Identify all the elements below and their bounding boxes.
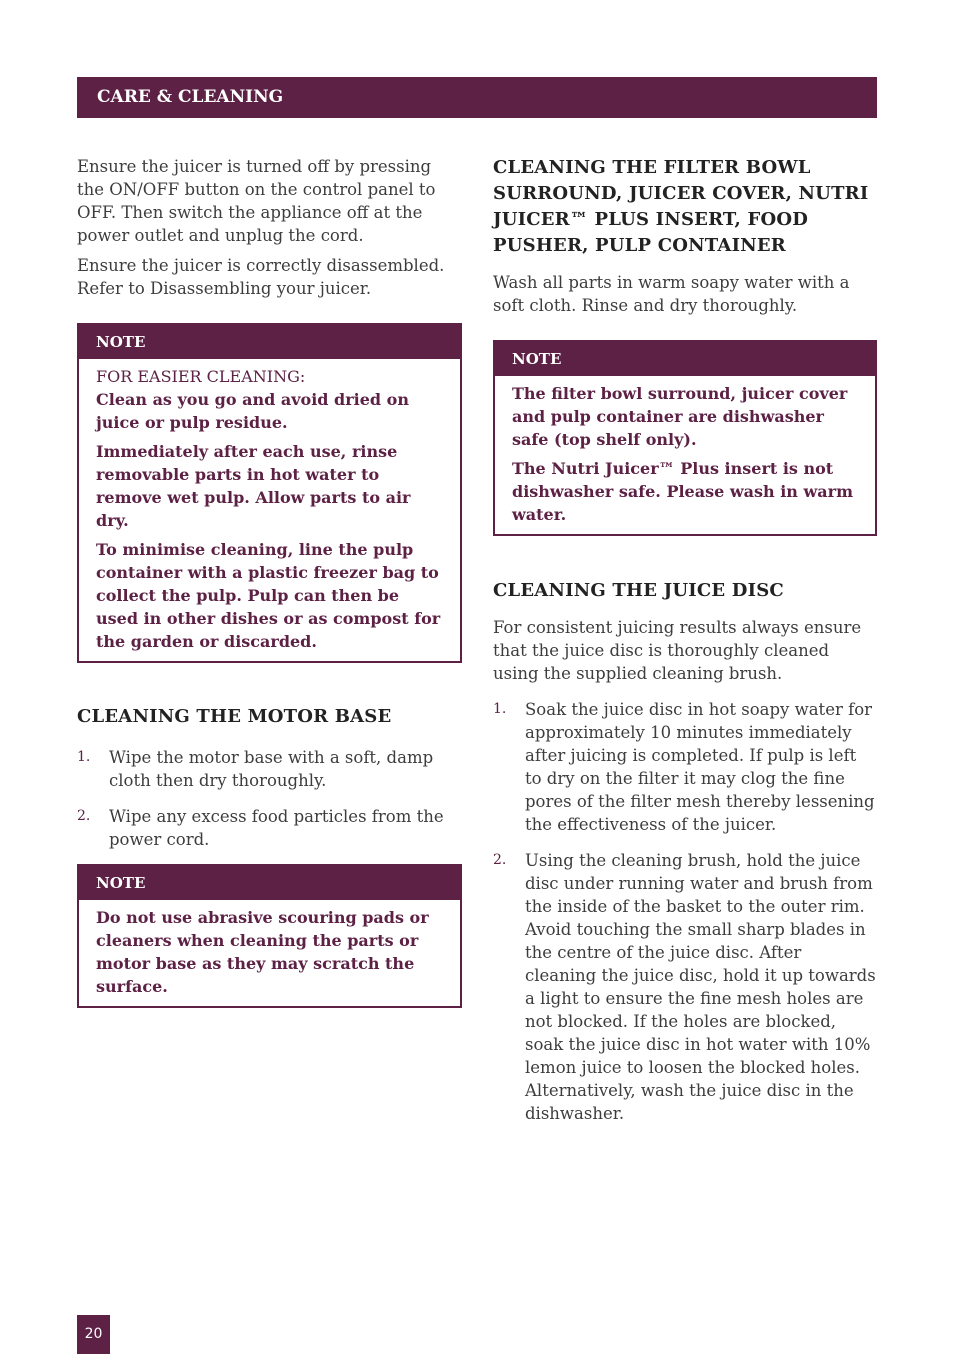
note-label: NOTE [96, 874, 146, 892]
note-paragraph: The Nutri Juicer™ Plus insert is not dishwasher safe. Please wash in warm water. [512, 459, 853, 524]
juice-disc-heading: CLEANING THE JUICE DISC [493, 580, 784, 601]
note-paragraph: Do not use abrasive scouring pads or cleaners when cleaning the parts or motor base as they may scratch the surface. [96, 908, 429, 996]
note-label: NOTE [96, 333, 146, 351]
step-text: Soak the juice disc in hot soapy water for approximately 10 minutes immediately after juicing is completed. If pulp is left to dry on the filter it may clog the fine pores of the filter mesh thereby lessening the effectiveness of the juicer. [525, 700, 875, 834]
motor-base-heading: CLEANING THE MOTOR BASE [77, 706, 392, 727]
list-item [77, 746, 462, 792]
step-number: 2. [77, 808, 91, 824]
motor-base-steps [77, 746, 462, 851]
note-paragraph: The filter bowl surround, juicer cover and pulp container are dishwasher safe (top shelf only). [512, 384, 848, 449]
note-paragraph: FOR EASIER CLEANING: [96, 367, 306, 386]
juice-disc-steps [493, 698, 877, 1125]
list-item [77, 805, 462, 851]
step-text: Using the cleaning brush, hold the juice disc under running water and brush from the inside of the basket to the outer rim. Avoid touching the small sharp blades in the centre of the juice disc. After cleaning the juice disc, hold it up towards a light to ensure the fine mesh holes are not blocked. If the holes are blocked, soak the juice disc in hot water with 10% lemon juice to loosen the blocked holes. Alternatively, wash the juice disc in the dishwasher. [525, 851, 876, 1123]
intro-paragraph-1: Ensure the juicer is turned off by pressing the ON/OFF button on the control panel to OFF. Then switch the appliance off at the power outlet and unplug the cord. [77, 157, 436, 245]
note-box-dishwasher [493, 340, 877, 536]
right-column [493, 155, 877, 1138]
note-header [79, 866, 460, 900]
section-title: CARE & CLEANING [97, 87, 284, 107]
intro-paragraph-2: Ensure the juicer is correctly disassembled. Refer to Disassembling your juicer. [77, 256, 445, 298]
note-body [79, 359, 460, 661]
step-number: 2. [493, 852, 507, 868]
list-item [493, 698, 877, 836]
note-header [79, 325, 460, 359]
juice-disc-paragraph: For consistent juicing results always ensure that the juice disc is thoroughly cleaned using the supplied cleaning brush. [493, 618, 862, 683]
note-label: NOTE [512, 350, 562, 368]
step-text: Wipe the motor base with a soft, damp cloth then dry thoroughly. [109, 748, 434, 790]
list-item [493, 849, 877, 1125]
note-paragraph: Immediately after each use, rinse removable parts in hot water to remove wet pulp. Allow parts to air dry. [96, 442, 411, 530]
note-body [79, 900, 460, 1006]
step-number: 1. [493, 701, 507, 717]
note-paragraph: Clean as you go and avoid dried on juice or pulp residue. [96, 390, 409, 432]
note-box-easier-cleaning [77, 323, 462, 663]
left-column [77, 155, 462, 1008]
step-text: Wipe any excess food particles from the power cord. [109, 807, 444, 849]
step-number: 1. [77, 749, 91, 765]
page-number: 20 [77, 1315, 110, 1354]
note-body [495, 376, 875, 534]
section-header-bar [77, 77, 877, 118]
filter-bowl-heading: CLEANING THE FILTER BOWL SURROUND, JUICER COVER, NUTRI JUICER™ PLUS INSERT, FOOD PUSHER, PULP CONTAINER [493, 157, 869, 256]
note-paragraph: To minimise cleaning, line the pulp container with a plastic freezer bag to collect the pulp. Pulp can then be used in other dishes or as compost for the garden or discarded. [96, 540, 441, 651]
note-header [495, 342, 875, 376]
filter-bowl-paragraph: Wash all parts in warm soapy water with a soft cloth. Rinse and dry thoroughly. [493, 273, 850, 315]
note-box-abrasive [77, 864, 462, 1008]
